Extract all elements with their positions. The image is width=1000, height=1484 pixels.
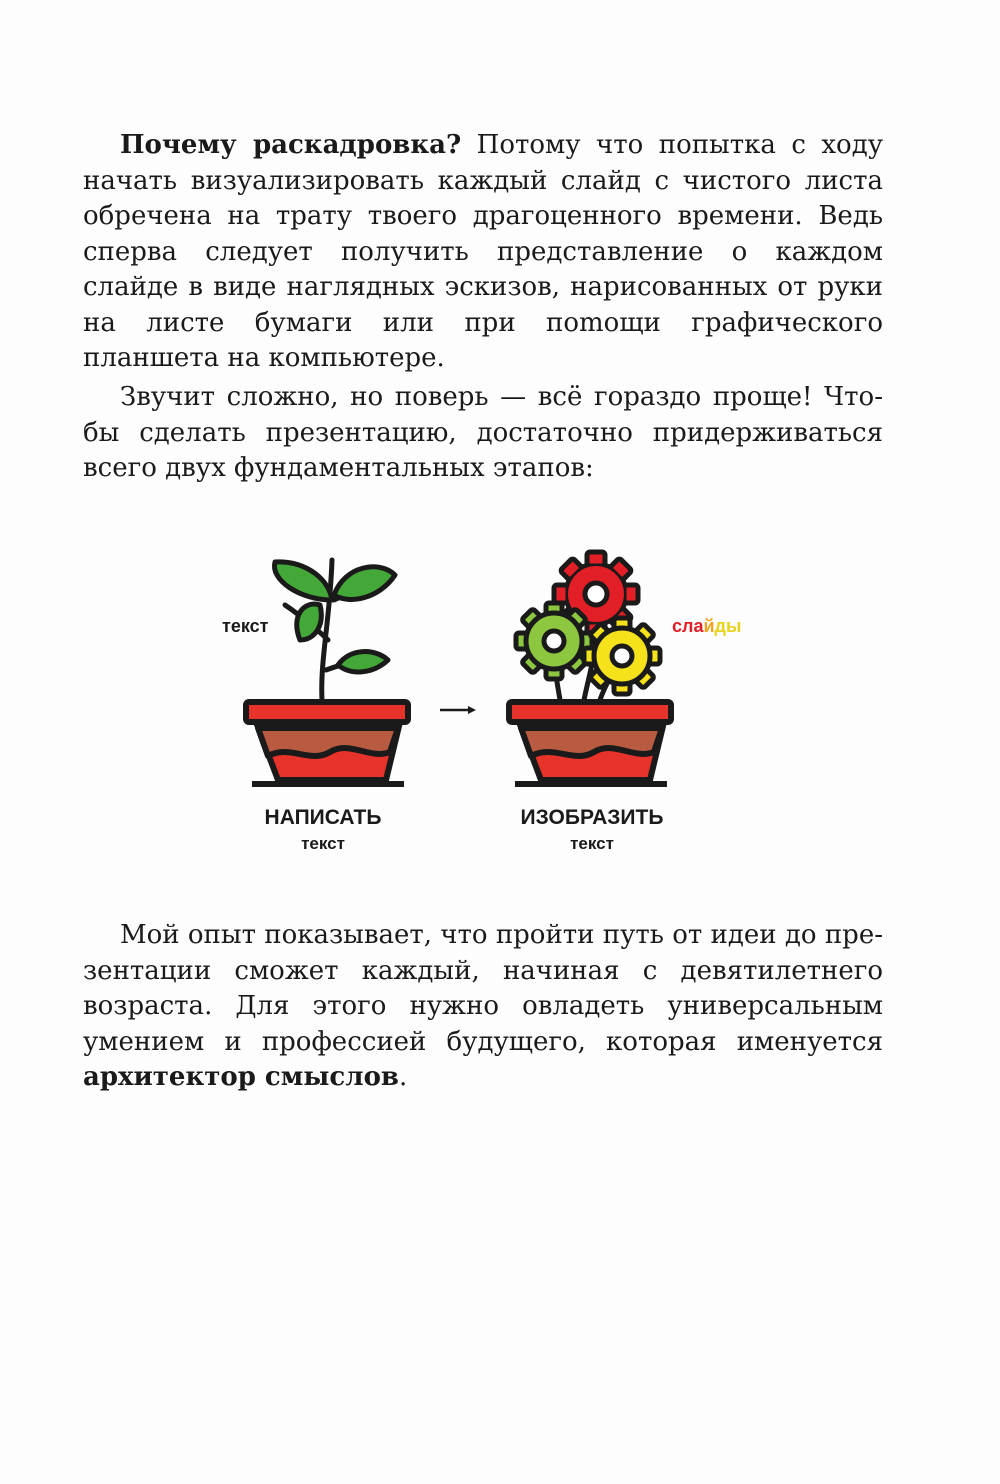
write-subcaption: текст — [301, 834, 345, 853]
paragraph-meaning-architect — [83, 918, 883, 1096]
slides-label — [672, 616, 741, 637]
text-label-top: текст — [222, 616, 269, 636]
red-gear-flower — [554, 552, 638, 636]
paragraph-1-text: Потому что попытка с ходу начать визуализировать каждый слайд с чистого листа обречена на трату твоего драгоценного времени. Ведь сперва следует получить представление о каждом слайде в виде наглядных эскизов, нарисованных от руки на листе бумаги или при поmощи графического планшета на компьютере. — [83, 130, 883, 373]
paragraph-two-stages — [83, 380, 883, 487]
left-pot — [246, 702, 408, 784]
right-pot — [509, 702, 671, 784]
draw-subcaption: текст — [570, 834, 614, 853]
paragraph-3-text: Мой опыт показывает, что пройти путь от идеи до презентации сможет каждый, начиная с девятилетнего возраста. Для этого нужно овладеть универсальным умением и профессией будущего, которая именуется — [83, 920, 883, 1057]
slides-label-part-2: й — [703, 616, 715, 636]
paragraph-why-storyboard — [83, 128, 883, 377]
slides-label-part-1: сла — [672, 616, 704, 636]
write-caption: НАПИСАТЬ — [264, 806, 382, 829]
paragraph-2-text: Звучит сложно, но поверь — всё гораздо проще! Чтобы сделать презентацию, достаточно придерживаться всего двух фундаментальных этапов: — [83, 382, 883, 483]
paragraph-3-end: . — [398, 1062, 408, 1092]
bold-meaning-architect: архитектор смыслов — [83, 1062, 399, 1092]
sprout-plant — [274, 560, 395, 700]
slides-label-part-3: ды — [714, 616, 742, 636]
arrow-right — [440, 706, 476, 714]
bold-lead-question: Почему раскадровка? — [120, 130, 462, 160]
gear-flowers — [516, 552, 660, 700]
draw-caption: ИЗОБРАЗИТЬ — [520, 806, 664, 829]
yellow-gear-flower — [584, 618, 660, 694]
green-gear-flower — [516, 603, 592, 679]
